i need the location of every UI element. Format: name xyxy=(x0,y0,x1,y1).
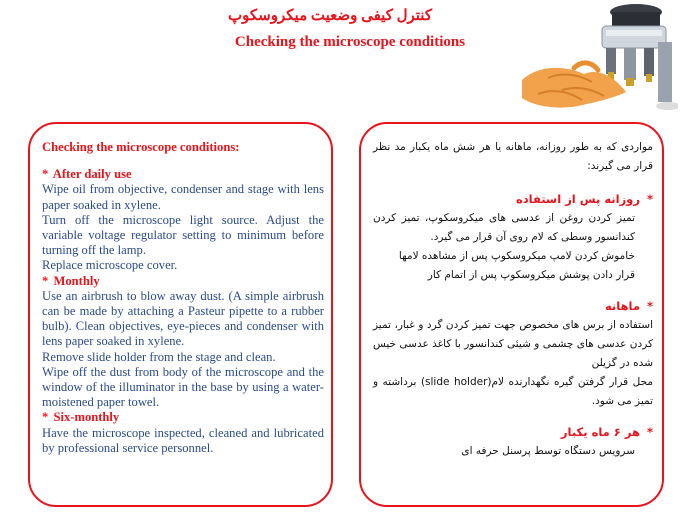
page-title-persian: کنترل کیفی وضعیت میکروسکوپ xyxy=(228,8,432,24)
asterisk-icon: * xyxy=(646,425,653,439)
hands-microscope-icon xyxy=(518,2,678,114)
paragraph: Turn off the microscope light source. Adjust the variable voltage regulator setting to minimum before turning off the lamp. xyxy=(42,212,324,258)
english-heading: Checking the microscope conditions: xyxy=(42,140,240,154)
section-after-daily-use xyxy=(42,167,324,273)
english-content xyxy=(42,140,324,456)
paragraph: Wipe off the dust from body of the microscope and the window of the illuminator in the base by using a water-moistened paper towel. xyxy=(42,364,324,410)
asterisk-icon: * xyxy=(42,410,49,425)
persian-panel xyxy=(359,122,664,507)
section-title: هر ۶ ماه یکبار xyxy=(560,425,640,439)
page-title-english: Checking the microscope conditions xyxy=(234,34,466,50)
section-title: Six-monthly xyxy=(53,410,120,425)
section-monthly xyxy=(373,297,653,411)
persian-intro: مواردی که به طور روزانه، ماهانه یا هر شش ماه یکبار مد نظر قرار می گیرند: xyxy=(373,141,653,172)
paragraph: تمیز کردن روغن از عدسی های میکروسکوپ، تمیز کردن کندانسور وسطی که لام روی آن قرار می گیرد. xyxy=(373,212,635,243)
asterisk-icon: * xyxy=(646,192,653,206)
section-daily xyxy=(373,190,653,285)
paragraph: Wipe oil from objective, condenser and stage with lens paper soaked in xylene. xyxy=(42,182,324,212)
section-monthly xyxy=(42,274,324,411)
asterisk-icon: * xyxy=(646,299,653,313)
persian-content xyxy=(373,138,653,461)
section-title: Monthly xyxy=(53,273,100,288)
paragraph: Use an airbrush to blow away dust. (A simple airbrush can be made by attaching a Pasteur pipette to a rubber bulb). Clean objectives, eye-pieces and condenser with lens paper soaked in xylene. xyxy=(42,288,324,349)
paragraph: سرویس دستگاه توسط پرسنل حرفه ای xyxy=(461,445,635,457)
section-six-monthly xyxy=(373,423,653,461)
english-panel xyxy=(28,122,333,507)
paragraph: خاموش کردن لامپ میکروسکوپ پس از مشاهده لامها xyxy=(398,250,635,262)
section-title: After daily use xyxy=(52,167,132,182)
paragraph: Have the microscope inspected, cleaned and lubricated by professional service personnel. xyxy=(42,425,324,455)
paragraph: قرار دادن پوشش میکروسکوپ پس از اتمام کار xyxy=(427,269,635,281)
asterisk-icon: * xyxy=(42,167,49,182)
paragraph: محل قرار گرفتن گیره نگهدارنده لام(slide holder) برداشته و تمیز می شود. xyxy=(373,376,653,407)
paragraph: استفاده از برس های مخصوص جهت تمیز کردن گرد و غبار، تمیز کردن عدسی های چشمی و شیئی کندانسور با کاغذ عدسی خیس شده در گزیلن xyxy=(373,319,653,369)
paragraph: Remove slide holder from the stage and clean. xyxy=(42,349,276,364)
section-six-monthly xyxy=(42,410,324,456)
paragraph: Replace microscope cover. xyxy=(42,258,178,273)
asterisk-icon: * xyxy=(42,273,49,288)
section-title: ماهانه xyxy=(604,299,640,313)
section-title: روزانه پس از استفاده xyxy=(515,192,640,206)
